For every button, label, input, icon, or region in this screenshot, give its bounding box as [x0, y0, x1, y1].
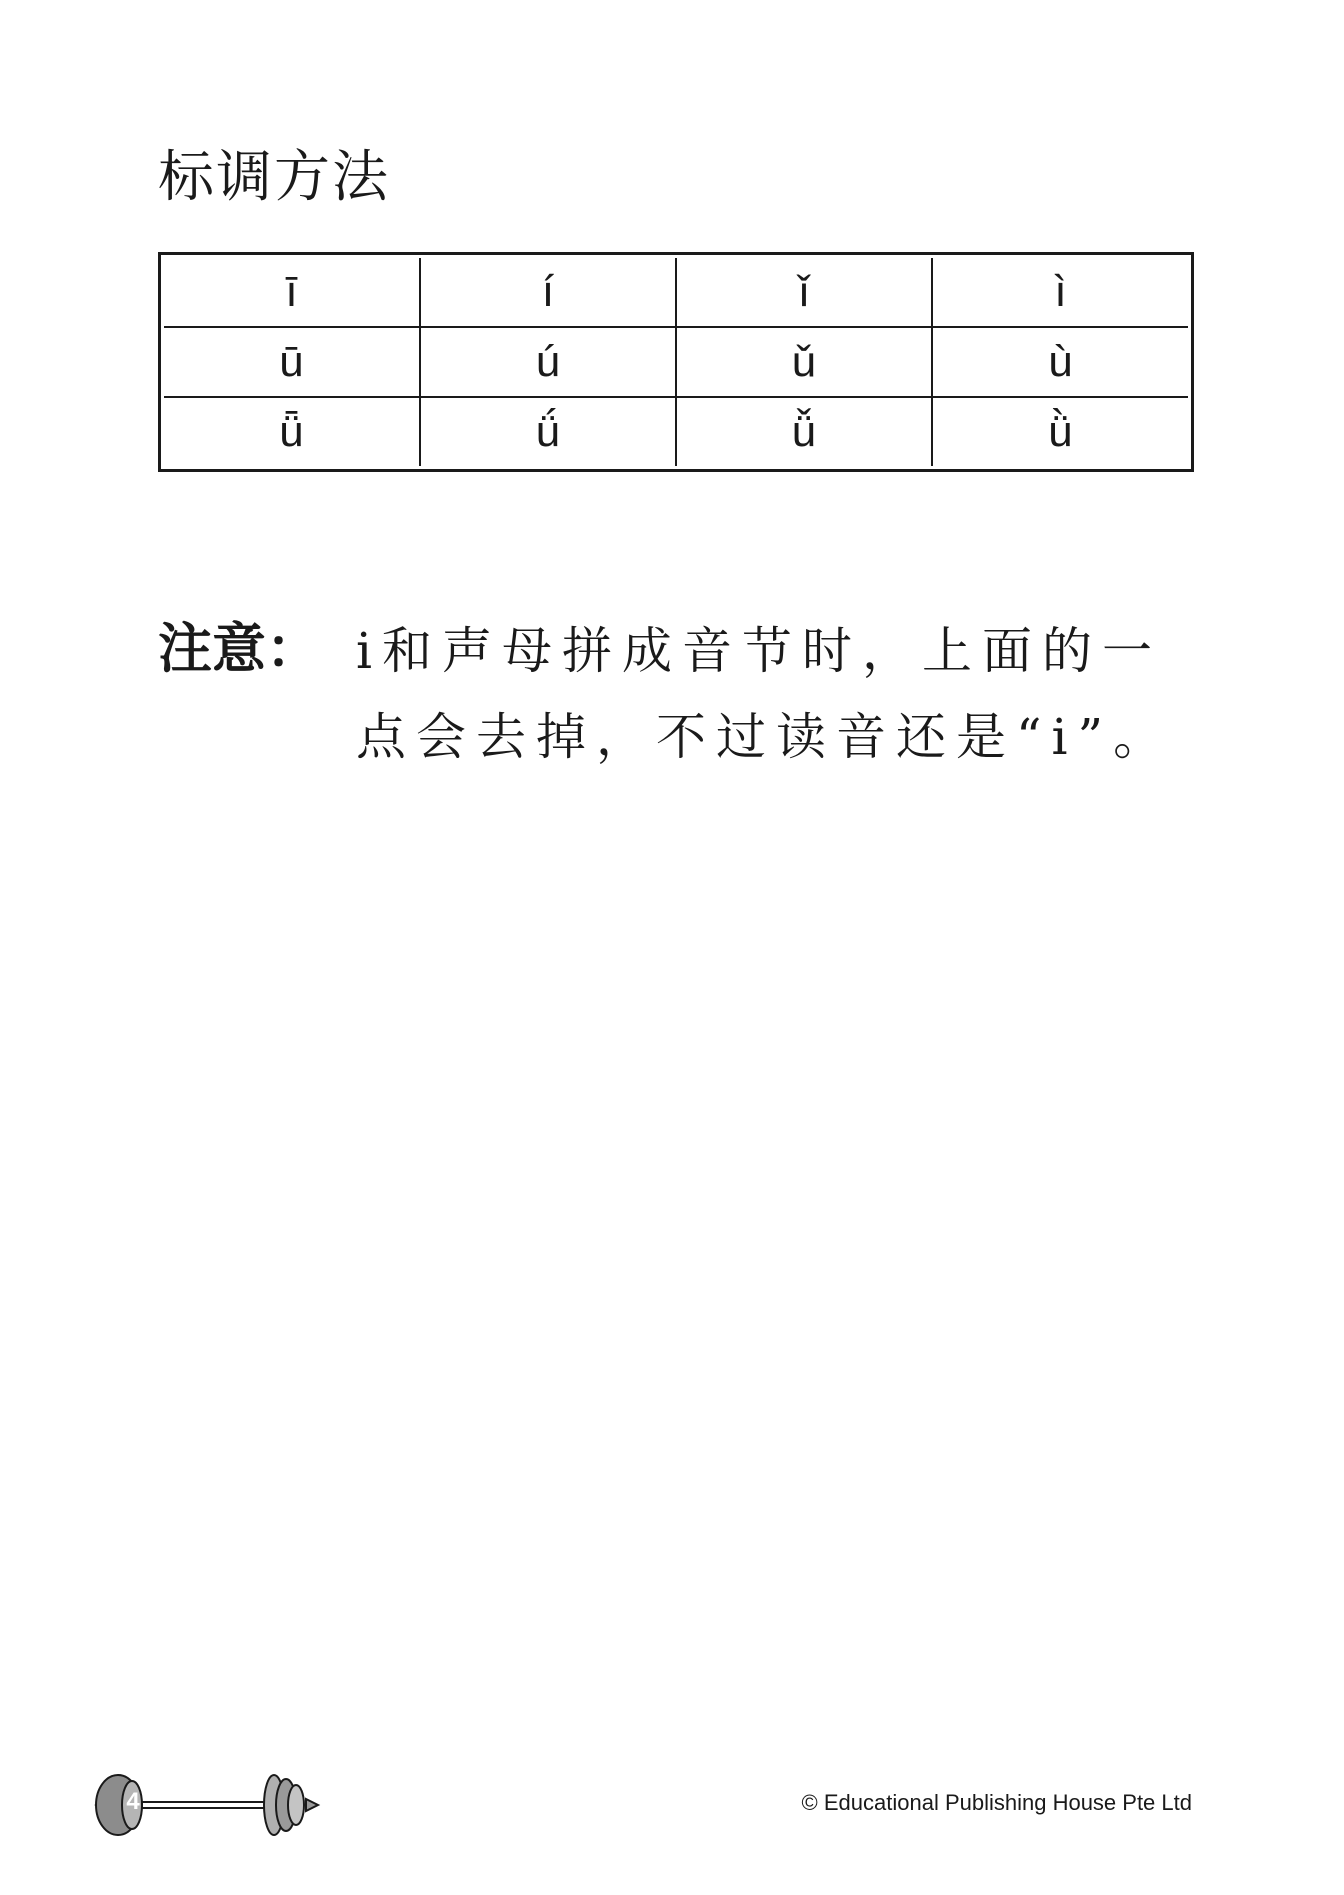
- table-cell: í: [420, 258, 676, 327]
- copyright-notice: © Educational Publishing House Pte Ltd: [801, 1790, 1192, 1815]
- table-cell: ǘ: [420, 397, 676, 466]
- table-cell: ǖ: [164, 397, 420, 466]
- table-row: [164, 258, 1188, 327]
- table-cell: ì: [932, 258, 1188, 327]
- tone-table-grid: [164, 258, 1188, 466]
- table-cell: ú: [420, 327, 676, 397]
- table-cell: ǜ: [932, 397, 1188, 466]
- table-cell: ǚ: [676, 397, 932, 466]
- page-number: 4: [126, 1788, 140, 1815]
- table-row: [164, 397, 1188, 466]
- page-title: 标调方法: [158, 145, 390, 210]
- table-cell: ǔ: [676, 327, 932, 397]
- table-cell: ū: [164, 327, 420, 397]
- tone-mark-table: [158, 252, 1194, 472]
- note-text-line-2: 点会去掉，不过读音还是“i”。: [356, 708, 1174, 766]
- note-text-line-1: i和声母拼成音节时，上面的一: [356, 622, 1162, 680]
- table-cell: ù: [932, 327, 1188, 397]
- note-label: 注意：: [158, 617, 320, 680]
- table-row: [164, 327, 1188, 397]
- table-cell: ǐ: [676, 258, 932, 327]
- table-cell: ī: [164, 258, 420, 327]
